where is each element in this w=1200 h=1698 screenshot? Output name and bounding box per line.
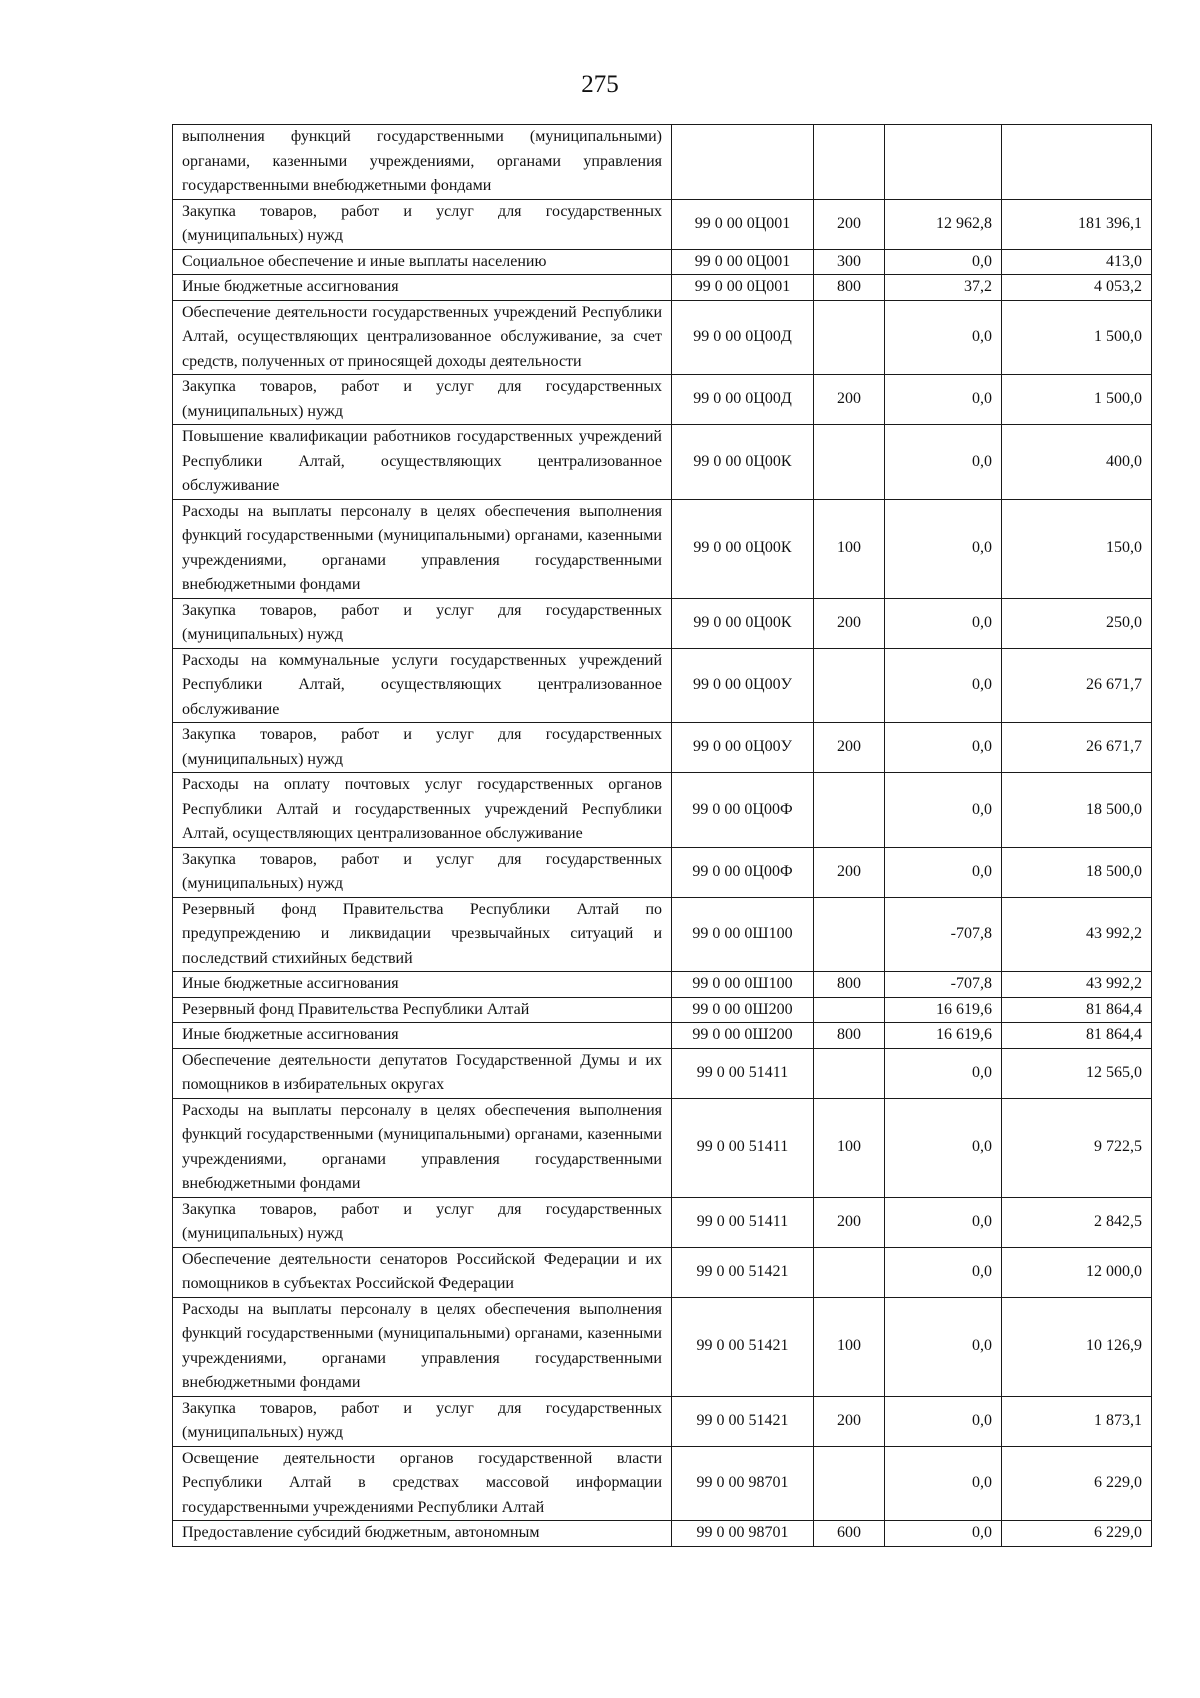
table-row: [173, 275, 1152, 301]
row-amount-change: 37,2: [885, 275, 1002, 301]
row-code: 99 0 00 51421: [672, 1396, 814, 1446]
row-name: Закупка товаров, работ и услуг для государственных (муниципальных) нужд: [173, 1197, 672, 1247]
row-amount-total: 26 671,7: [1002, 648, 1152, 723]
row-name: Повышение квалификации работников государственных учреждений Республики Алтай, осуществляющих централизованное обслуживание: [173, 425, 672, 500]
row-amount-total: 43 992,2: [1002, 972, 1152, 998]
row-amount-change: -707,8: [885, 972, 1002, 998]
row-name: Закупка товаров, работ и услуг для государственных (муниципальных) нужд: [173, 1396, 672, 1446]
row-name: Расходы на выплаты персоналу в целях обеспечения выполнения функций государственными (муниципальными) органами, казенными учреждениями, органами управления государственными внебюджетными фондами: [173, 499, 672, 598]
row-amount-total: 6 229,0: [1002, 1446, 1152, 1521]
row-amount-change: 16 619,6: [885, 997, 1002, 1023]
row-name: Социальное обеспечение и иные выплаты населению: [173, 249, 672, 275]
row-code: 99 0 00 0Ц00К: [672, 499, 814, 598]
row-amount-total: 400,0: [1002, 425, 1152, 500]
row-amount-change: 0,0: [885, 598, 1002, 648]
table-row: [173, 972, 1152, 998]
table-row: [173, 300, 1152, 375]
row-code: 99 0 00 0Ц00Ф: [672, 773, 814, 848]
row-amount-change: -707,8: [885, 897, 1002, 972]
row-code: 99 0 00 0Ц00У: [672, 723, 814, 773]
row-amount-change: 0,0: [885, 300, 1002, 375]
table-row: [173, 499, 1152, 598]
table-row: [173, 1023, 1152, 1049]
table-row: [173, 1521, 1152, 1547]
row-name: Иные бюджетные ассигнования: [173, 275, 672, 301]
table-row: [173, 1297, 1152, 1396]
row-type: 100: [814, 1297, 885, 1396]
table-row: [173, 648, 1152, 723]
table-row: [173, 773, 1152, 848]
row-amount-total: 12 000,0: [1002, 1247, 1152, 1297]
row-name: Резервный фонд Правительства Республики Алтай: [173, 997, 672, 1023]
row-type: 800: [814, 275, 885, 301]
row-name: Расходы на оплату почтовых услуг государственных органов Республики Алтай и государственных учреждений Республики Алтай, осуществляющих централизованное обслуживание: [173, 773, 672, 848]
row-amount-change: 0,0: [885, 1396, 1002, 1446]
row-type: [814, 1446, 885, 1521]
row-type: 200: [814, 847, 885, 897]
row-code: 99 0 00 51411: [672, 1098, 814, 1197]
row-amount-change: 0,0: [885, 1297, 1002, 1396]
row-code: 99 0 00 0Ц001: [672, 249, 814, 275]
row-name: Закупка товаров, работ и услуг для государственных (муниципальных) нужд: [173, 598, 672, 648]
row-amount-total: [1002, 125, 1152, 200]
row-code: 99 0 00 51411: [672, 1048, 814, 1098]
table-row: [173, 1048, 1152, 1098]
row-code: 99 0 00 0Ш100: [672, 897, 814, 972]
row-code: 99 0 00 98701: [672, 1446, 814, 1521]
row-code: 99 0 00 0Ц00У: [672, 648, 814, 723]
row-amount-change: 0,0: [885, 499, 1002, 598]
row-code: [672, 125, 814, 200]
row-amount-change: 0,0: [885, 425, 1002, 500]
row-amount-total: 12 565,0: [1002, 1048, 1152, 1098]
table-row: [173, 1247, 1152, 1297]
row-name: Закупка товаров, работ и услуг для государственных (муниципальных) нужд: [173, 723, 672, 773]
row-amount-change: 0,0: [885, 648, 1002, 723]
row-type: 100: [814, 499, 885, 598]
row-name: Расходы на выплаты персоналу в целях обеспечения выполнения функций государственными (муниципальными) органами, казенными учреждениями, органами управления государственными внебюджетными фондами: [173, 1098, 672, 1197]
row-amount-change: 0,0: [885, 1446, 1002, 1521]
table-row: [173, 1396, 1152, 1446]
row-name: Расходы на выплаты персоналу в целях обеспечения выполнения функций государственными (муниципальными) органами, казенными учреждениями, органами управления государственными внебюджетными фондами: [173, 1297, 672, 1396]
row-amount-total: 81 864,4: [1002, 1023, 1152, 1049]
row-amount-change: 0,0: [885, 375, 1002, 425]
row-code: 99 0 00 0Ш200: [672, 1023, 814, 1049]
row-type: [814, 300, 885, 375]
row-amount-change: 0,0: [885, 1521, 1002, 1547]
row-code: 99 0 00 0Ц00К: [672, 425, 814, 500]
row-name: Освещение деятельности органов государственной власти Республики Алтай в средствах массовой информации государственными учреждениями Республики Алтай: [173, 1446, 672, 1521]
row-amount-change: 0,0: [885, 1247, 1002, 1297]
row-amount-change: 0,0: [885, 1098, 1002, 1197]
row-amount-change: [885, 125, 1002, 200]
table-row: [173, 847, 1152, 897]
row-amount-total: 10 126,9: [1002, 1297, 1152, 1396]
row-type: 200: [814, 1197, 885, 1247]
row-amount-total: 413,0: [1002, 249, 1152, 275]
table-row: [173, 1098, 1152, 1197]
row-type: 100: [814, 1098, 885, 1197]
row-amount-total: 250,0: [1002, 598, 1152, 648]
row-amount-change: 0,0: [885, 847, 1002, 897]
row-name: Закупка товаров, работ и услуг для государственных (муниципальных) нужд: [173, 847, 672, 897]
row-code: 99 0 00 0Ц00К: [672, 598, 814, 648]
table-row: [173, 598, 1152, 648]
row-amount-total: 18 500,0: [1002, 847, 1152, 897]
row-amount-total: 181 396,1: [1002, 199, 1152, 249]
row-amount-change: 12 962,8: [885, 199, 1002, 249]
row-type: [814, 1247, 885, 1297]
row-code: 99 0 00 51421: [672, 1297, 814, 1396]
row-code: 99 0 00 0Ц00Д: [672, 300, 814, 375]
row-type: 300: [814, 249, 885, 275]
table-row: [173, 125, 1152, 200]
row-name: Расходы на коммунальные услуги государственных учреждений Республики Алтай, осуществляющих централизованное обслуживание: [173, 648, 672, 723]
row-type: 200: [814, 375, 885, 425]
row-amount-total: 9 722,5: [1002, 1098, 1152, 1197]
row-type: [814, 997, 885, 1023]
page-number: 275: [581, 71, 619, 98]
row-type: 200: [814, 598, 885, 648]
table-row: [173, 249, 1152, 275]
table-row: [173, 997, 1152, 1023]
row-name: Иные бюджетные ассигнования: [173, 1023, 672, 1049]
row-amount-change: 0,0: [885, 249, 1002, 275]
table-row: [173, 897, 1152, 972]
row-amount-change: 0,0: [885, 1197, 1002, 1247]
row-name: Закупка товаров, работ и услуг для государственных (муниципальных) нужд: [173, 199, 672, 249]
row-name: Закупка товаров, работ и услуг для государственных (муниципальных) нужд: [173, 375, 672, 425]
row-type: [814, 773, 885, 848]
row-type: [814, 1048, 885, 1098]
row-amount-total: 2 842,5: [1002, 1197, 1152, 1247]
row-amount-total: 81 864,4: [1002, 997, 1152, 1023]
row-name: Предоставление субсидий бюджетным, автономным: [173, 1521, 672, 1547]
row-name: Обеспечение деятельности депутатов Государственной Думы и их помощников в избирательных округах: [173, 1048, 672, 1098]
row-code: 99 0 00 0Ц001: [672, 275, 814, 301]
row-code: 99 0 00 51421: [672, 1247, 814, 1297]
row-type: 200: [814, 199, 885, 249]
row-code: 99 0 00 0Ш100: [672, 972, 814, 998]
budget-table: [172, 124, 1152, 1547]
table-row: [173, 199, 1152, 249]
row-type: [814, 425, 885, 500]
row-amount-total: 26 671,7: [1002, 723, 1152, 773]
row-amount-total: 1 500,0: [1002, 375, 1152, 425]
row-amount-change: 16 619,6: [885, 1023, 1002, 1049]
row-amount-total: 43 992,2: [1002, 897, 1152, 972]
row-amount-change: 0,0: [885, 1048, 1002, 1098]
row-code: 99 0 00 0Ш200: [672, 997, 814, 1023]
table-row: [173, 425, 1152, 500]
table-row: [173, 1446, 1152, 1521]
row-amount-total: 1 500,0: [1002, 300, 1152, 375]
row-code: 99 0 00 51411: [672, 1197, 814, 1247]
table-row: [173, 375, 1152, 425]
row-amount-total: 4 053,2: [1002, 275, 1152, 301]
table-row: [173, 723, 1152, 773]
row-amount-total: 18 500,0: [1002, 773, 1152, 848]
row-type: [814, 897, 885, 972]
budget-table-body: [173, 125, 1152, 1547]
row-type: 800: [814, 972, 885, 998]
row-type: [814, 648, 885, 723]
row-type: 200: [814, 723, 885, 773]
row-name: Обеспечение деятельности сенаторов Российской Федерации и их помощников в субъектах Российской Федерации: [173, 1247, 672, 1297]
row-name: выполнения функций государственными (муниципальными) органами, казенными учреждениями, органами управления государственными внебюджетными фондами: [173, 125, 672, 200]
row-type: [814, 125, 885, 200]
row-name: Иные бюджетные ассигнования: [173, 972, 672, 998]
row-code: 99 0 00 0Ц00Д: [672, 375, 814, 425]
row-type: 200: [814, 1396, 885, 1446]
row-code: 99 0 00 0Ц001: [672, 199, 814, 249]
row-name: Обеспечение деятельности государственных учреждений Республики Алтай, осуществляющих централизованное обслуживание, за счет средств, полученных от приносящей доходы деятельности: [173, 300, 672, 375]
row-amount-change: 0,0: [885, 773, 1002, 848]
row-code: 99 0 00 98701: [672, 1521, 814, 1547]
row-amount-change: 0,0: [885, 723, 1002, 773]
row-type: 800: [814, 1023, 885, 1049]
row-name: Резервный фонд Правительства Республики Алтай по предупреждению и ликвидации чрезвычайных ситуаций и последствий стихийных бедствий: [173, 897, 672, 972]
row-amount-total: 6 229,0: [1002, 1521, 1152, 1547]
row-type: 600: [814, 1521, 885, 1547]
row-amount-total: 1 873,1: [1002, 1396, 1152, 1446]
row-code: 99 0 00 0Ц00Ф: [672, 847, 814, 897]
row-amount-total: 150,0: [1002, 499, 1152, 598]
table-row: [173, 1197, 1152, 1247]
